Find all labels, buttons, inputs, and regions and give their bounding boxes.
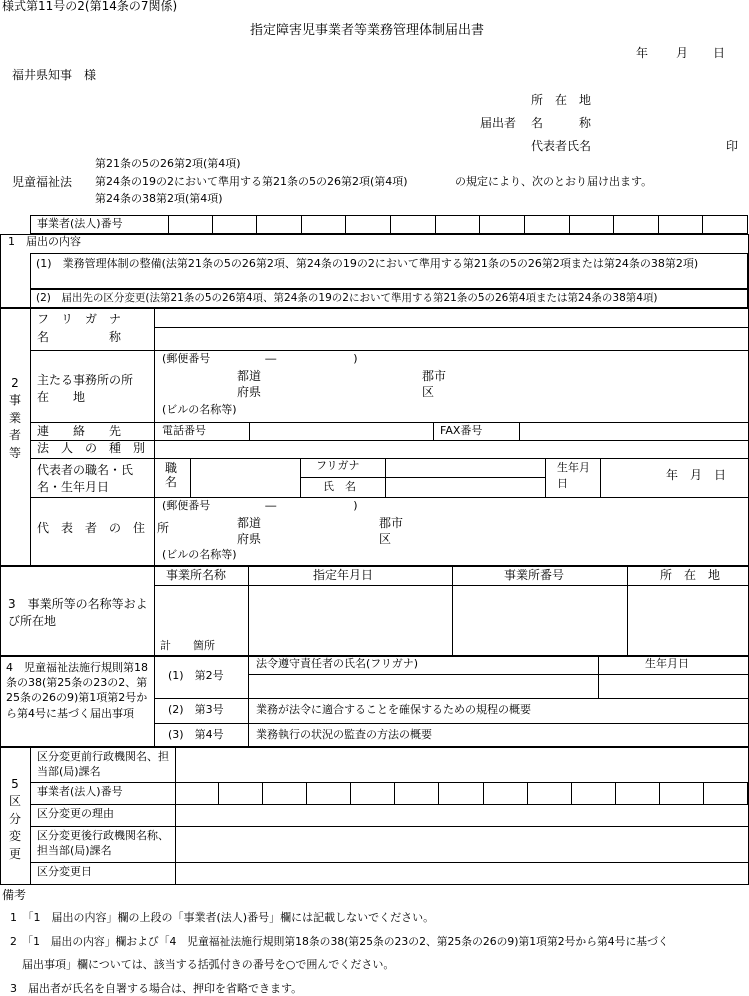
main-office-gunshi-2: 区 bbox=[422, 385, 435, 399]
main-office-gunshi-1: 郡市 bbox=[422, 369, 447, 383]
digit-box[interactable] bbox=[257, 215, 302, 234]
s5-date-label: 区分変更日 bbox=[37, 865, 92, 878]
location-header: 所 在 地 bbox=[660, 568, 721, 582]
s4-item-2[interactable]: (2) 第3号 bbox=[168, 703, 224, 716]
s4-audit-label: 業務執行の状況の監査の方法の概要 bbox=[256, 728, 432, 741]
digit-box[interactable] bbox=[436, 215, 481, 234]
law-line-2: 第24条の19の2において準用する第21条の5の26第2項(第4項) bbox=[95, 175, 408, 188]
main-office-todofuken-2: 府県 bbox=[237, 385, 262, 399]
fax-label: FAX番号 bbox=[440, 424, 483, 437]
section-1-title: 1 届出の内容 bbox=[8, 235, 81, 248]
digit-box[interactable] bbox=[219, 782, 263, 804]
rep-furigana-label: フリガナ bbox=[316, 459, 360, 472]
rep-address-gunshi-1: 郡市 bbox=[379, 516, 404, 530]
digit-box[interactable] bbox=[480, 215, 525, 234]
shoku-label: 職名 bbox=[164, 461, 177, 490]
rep-address-building: (ビルの名称等) bbox=[162, 548, 237, 561]
law-suffix: の規定により、次のとおり届け出ます。 bbox=[455, 175, 653, 188]
rep-ymd: 年 月 日 bbox=[666, 468, 727, 482]
rep-address-label: 代 表 者 の 住 所 bbox=[37, 521, 170, 535]
date-year: 年 bbox=[636, 46, 649, 60]
rep-title-label: 代表者の職名・氏名・生年月日 bbox=[37, 463, 134, 495]
note-3: 3 届出者が氏名を自署する場合は、押印を省略できます。 bbox=[10, 982, 303, 995]
digit-box[interactable] bbox=[659, 215, 704, 234]
digit-box[interactable] bbox=[395, 782, 439, 804]
section-1-item-1-text: (1) 業務管理体制の整備(法第21条の5の26第2項、第24条の19の2において準用する第21条の5の26第2項または第24条の38第2項) bbox=[36, 257, 699, 270]
office-number-header: 事業所番号 bbox=[504, 568, 565, 582]
section-2-label: 2事業者等 bbox=[8, 376, 21, 460]
digit-box[interactable] bbox=[175, 782, 219, 804]
digit-box[interactable] bbox=[614, 215, 659, 234]
s5-after-label: 区分変更後行政機関名称、担当部(局)課名 bbox=[37, 829, 169, 857]
note-1: 1 「1 届出の内容」欄の上段の「事業者(法人)番号」欄には記載しないでください。 bbox=[10, 911, 435, 924]
note-2b: 届出事項」欄については、該当する括弧付きの番号を○で囲んでください。 bbox=[22, 958, 395, 971]
page-title: 指定障害児事業者等業務管理体制届出書 bbox=[250, 23, 485, 38]
s5-corp-label: 事業者(法人)番号 bbox=[37, 785, 123, 798]
s5-reason-label: 区分変更の理由 bbox=[37, 807, 114, 820]
s5-before-label: 区分変更前行政機関名、担当部(局)課名 bbox=[37, 750, 169, 778]
seal-mark: 印 bbox=[726, 139, 739, 153]
notifier-label: 届出者 bbox=[480, 116, 517, 130]
digit-box[interactable] bbox=[302, 215, 347, 234]
digit-box[interactable] bbox=[703, 215, 748, 234]
phone-label: 電話番号 bbox=[162, 424, 206, 437]
digit-box[interactable] bbox=[168, 215, 213, 234]
rep-address-gunshi-2: 区 bbox=[379, 532, 392, 546]
name-row-label: 名 称 bbox=[37, 330, 122, 344]
rep-label: 代表者氏名 bbox=[531, 139, 592, 153]
digit-box[interactable] bbox=[213, 215, 258, 234]
addressee: 福井県知事 様 bbox=[12, 68, 97, 82]
date-month: 月 bbox=[676, 46, 689, 60]
s4-item-1[interactable]: (1) 第2号 bbox=[168, 669, 224, 682]
note-2a: 2 「1 届出の内容」欄および「4 児童福祉法施行規則第18条の38(第25条の23の2、第25条の26の9)第1項第2号から第4号に基づく bbox=[10, 935, 669, 948]
digit-box[interactable] bbox=[528, 782, 572, 804]
s4-item-3[interactable]: (3) 第4号 bbox=[168, 728, 224, 741]
rep-address-todofuken-1: 都道 bbox=[237, 516, 262, 530]
digit-box[interactable] bbox=[391, 215, 436, 234]
furigana-label: フ リ ガ ナ bbox=[37, 312, 122, 326]
address-label: 所 在 地 bbox=[531, 93, 592, 107]
section-5-label: 5区分変更 bbox=[8, 777, 21, 861]
digit-box[interactable] bbox=[346, 215, 391, 234]
section-4-label: 4 児童福祉法施行規則第18条の38(第25条の23の2、第25条の26の9)第1項第2号から第4号に基づく届出事項 bbox=[6, 661, 148, 720]
digit-box[interactable] bbox=[570, 215, 615, 234]
corp-number-label: 事業者(法人)番号 bbox=[37, 217, 123, 230]
digit-box[interactable] bbox=[660, 782, 704, 804]
digit-box[interactable] bbox=[484, 782, 528, 804]
digit-box[interactable] bbox=[572, 782, 616, 804]
law-prefix: 児童福祉法 bbox=[12, 175, 73, 189]
law-line-3: 第24条の38第2項(第4項) bbox=[95, 192, 223, 205]
main-office-label: 主たる事務所の所 在 地 bbox=[37, 373, 158, 405]
date-day: 日 bbox=[713, 46, 726, 60]
digit-box[interactable] bbox=[439, 782, 483, 804]
main-office-todofuken-1: 都道 bbox=[237, 369, 262, 383]
main-office-building: (ビルの名称等) bbox=[162, 403, 237, 416]
name-label: 名 称 bbox=[531, 116, 592, 130]
s4-rules-label: 業務が法令に適合することを確保するための規程の概要 bbox=[256, 703, 531, 716]
corp-type-label: 法 人 の 種 別 bbox=[37, 441, 146, 455]
contact-label: 連 絡 先 bbox=[37, 424, 122, 438]
digit-box[interactable] bbox=[307, 782, 351, 804]
s4-birth-label: 生年月日 bbox=[645, 657, 689, 670]
section-3-label: 3 事業所等の名称等および所在地 bbox=[8, 597, 148, 628]
rep-birth-label: 生年月日 bbox=[557, 461, 590, 490]
rep-address-postal: (郵便番号 ― ) bbox=[162, 499, 358, 512]
digit-box[interactable] bbox=[616, 782, 660, 804]
designated-date-header: 指定年月日 bbox=[313, 568, 374, 582]
digit-box[interactable] bbox=[351, 782, 395, 804]
main-office-postal: (郵便番号 ― ) bbox=[162, 352, 358, 365]
rep-address-todofuken-2: 府県 bbox=[237, 532, 262, 546]
rep-shimei-label: 氏 名 bbox=[323, 480, 356, 493]
notes-title: 備考 bbox=[2, 888, 27, 902]
office-total: 計 箇所 bbox=[160, 639, 215, 652]
law-line-1: 第21条の5の26第2項(第4項) bbox=[95, 157, 241, 170]
office-name-header: 事業所名称 bbox=[166, 568, 227, 582]
s4-compliance-label: 法令遵守責任者の氏名(フリガナ) bbox=[256, 657, 419, 670]
digit-box[interactable] bbox=[525, 215, 570, 234]
digit-box[interactable] bbox=[704, 782, 748, 804]
form-number: 様式第11号の2(第14条の7関係) bbox=[2, 0, 178, 13]
section-1-item-2-text: (2) 届出先の区分変更(法第21条の5の26第4項、第24条の19の2において準用する第21条の5の26第4項または第24条の38第4項) bbox=[36, 292, 658, 304]
digit-box[interactable] bbox=[263, 782, 307, 804]
